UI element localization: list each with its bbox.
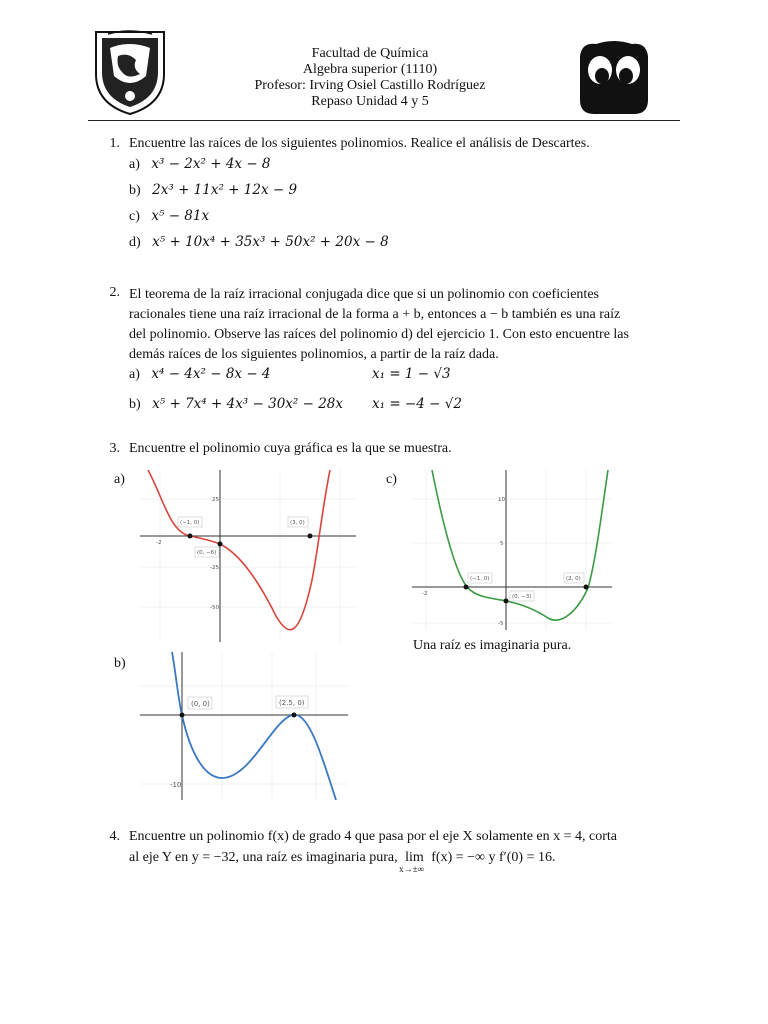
q1-item-c (129, 208, 209, 225)
graph-a-point-3 (308, 534, 313, 539)
q4-line-2-start: al eje Y en y = −32, una raíz es imaginaria pura, (129, 850, 398, 865)
q2-line-4: demás raíces de los siguientes polinomios, a partir de la raíz dada. (129, 347, 499, 362)
graph-c-point-2 (504, 599, 509, 604)
graph-a (140, 470, 356, 642)
header-topic: Repaso Unidad 4 y 5 (311, 94, 429, 109)
q3-text: Encuentre el polinomio cuya gráfica es la que se muestra. (129, 441, 452, 456)
q2-number: 2. (109, 285, 120, 300)
q1-item-b-expr: 2x³ + 11x² + 12x − 9 (152, 182, 298, 198)
q1-item-d-label: d) (129, 235, 141, 250)
graph-b-label: b) (114, 656, 126, 671)
graph-b-tick-y-1: -10 (170, 781, 182, 789)
graph-a-point-1 (188, 534, 193, 539)
graph-c-tick-y-3: -5 (498, 621, 504, 627)
q1-item-c-label: c) (129, 209, 140, 224)
graph-a-label: a) (114, 472, 125, 487)
graph-a-point-3-label: (3, 0) (290, 520, 305, 526)
q1-item-b (129, 182, 297, 199)
document-header (200, 46, 540, 110)
q2-text (129, 285, 661, 365)
graph-a-point-2-label: (0, −6) (197, 550, 217, 556)
q4-line-2 (129, 850, 556, 874)
q2-item-a-root: x₁ = 1 − √3 (372, 366, 451, 382)
q4-line-1: Encuentre un polinomio f(x) de grado 4 que pasa por el eje X solamente en x = 4, corta (129, 829, 618, 844)
q3-number: 3. (109, 441, 120, 456)
graph-a-tick-y-3: -50 (210, 605, 219, 611)
graph-c-point-1-label: (−1, 0) (470, 576, 490, 582)
graph-b-point-2 (292, 713, 297, 718)
graph-c-point-1 (464, 585, 469, 590)
graph-a-tick-y-2: -25 (210, 565, 219, 571)
q1-number: 1. (109, 136, 120, 151)
graph-b-point-1 (180, 713, 185, 718)
graph-c-tick-x-1: -2 (422, 591, 428, 597)
graph-c-tick-y-1: 10 (498, 497, 505, 503)
owl-logo (574, 38, 654, 116)
header-professor: Profesor: Irving Osiel Castillo Rodríguez (254, 78, 486, 93)
graph-a-tick-x-1: -2 (156, 540, 162, 546)
graph-c-point-3 (584, 585, 589, 590)
q1-item-d-expr: x⁵ + 10x⁴ + 35x³ + 50x² + 20x − 8 (152, 234, 389, 250)
q2-line-3: del polinomio. Observe las raíces del polinomio d) del ejercicio 1. Con esto encuentre las (129, 327, 629, 342)
q2-line-2: racionales tiene una raíz irracional de la forma a + b, entonces a − b también es una raíz (129, 307, 621, 322)
graph-a-tick-y-1: 25 (212, 497, 219, 503)
graph-b-point-2-label: (2.5, 0) (279, 699, 305, 707)
q1-item-c-expr: x⁵ − 81x (151, 208, 210, 224)
graph-b-curve (172, 652, 336, 800)
graph-a-point-2 (218, 542, 223, 547)
graph-c-tick-y-2: 5 (500, 541, 504, 547)
q2-line-1: El teorema de la raíz irracional conjugada dice que si un polinomio con coeficientes (129, 287, 599, 302)
graph-c-label: c) (386, 472, 397, 487)
graph-c (412, 470, 612, 630)
q2-item-b (129, 396, 343, 413)
q4-limit-sub: x→±∞ (399, 864, 424, 874)
header-divider (88, 120, 680, 121)
q2-item-a-expr: x⁴ − 4x² − 8x − 4 (151, 366, 271, 382)
header-course: Algebra superior (1110) (302, 62, 438, 77)
graph-c-point-2-label: (0, −3) (512, 594, 532, 600)
q1-item-a-expr: x³ − 2x² + 4x − 8 (151, 156, 271, 172)
q1-item-b-label: b) (129, 183, 141, 198)
q4-limit (399, 850, 424, 874)
q1-text: Encuentre las raíces de los siguientes polinomios. Realice el análisis de Descartes. (129, 136, 590, 151)
header-faculty: Facultad de Química (311, 46, 429, 61)
q1-item-a (129, 156, 271, 173)
q4-limit-word: lim (405, 850, 424, 865)
unam-logo (88, 26, 172, 116)
q2-item-a-label: a) (129, 367, 140, 382)
q4-number: 4. (109, 829, 120, 844)
q2-item-b-root: x₁ = −4 − √2 (372, 396, 462, 412)
q2-item-b-label: b) (129, 397, 141, 412)
q2-item-a (129, 366, 271, 383)
graph-c-note: Una raíz es imaginaria pura. (413, 638, 572, 653)
q1-item-d (129, 234, 389, 251)
q1-item-a-label: a) (129, 157, 140, 172)
graph-b (140, 652, 348, 800)
q2-item-b-expr: x⁵ + 7x⁴ + 4x³ − 30x² − 28x (152, 396, 343, 412)
graph-a-curve (148, 470, 330, 630)
graph-b-point-1-label: (0, 0) (191, 700, 210, 708)
graph-a-point-1-label: (−1, 0) (180, 520, 200, 526)
graph-c-point-3-label: (2, 0) (566, 576, 581, 582)
q4-line-2-end: f(x) = −∞ y f′(0) = 16. (431, 850, 556, 865)
